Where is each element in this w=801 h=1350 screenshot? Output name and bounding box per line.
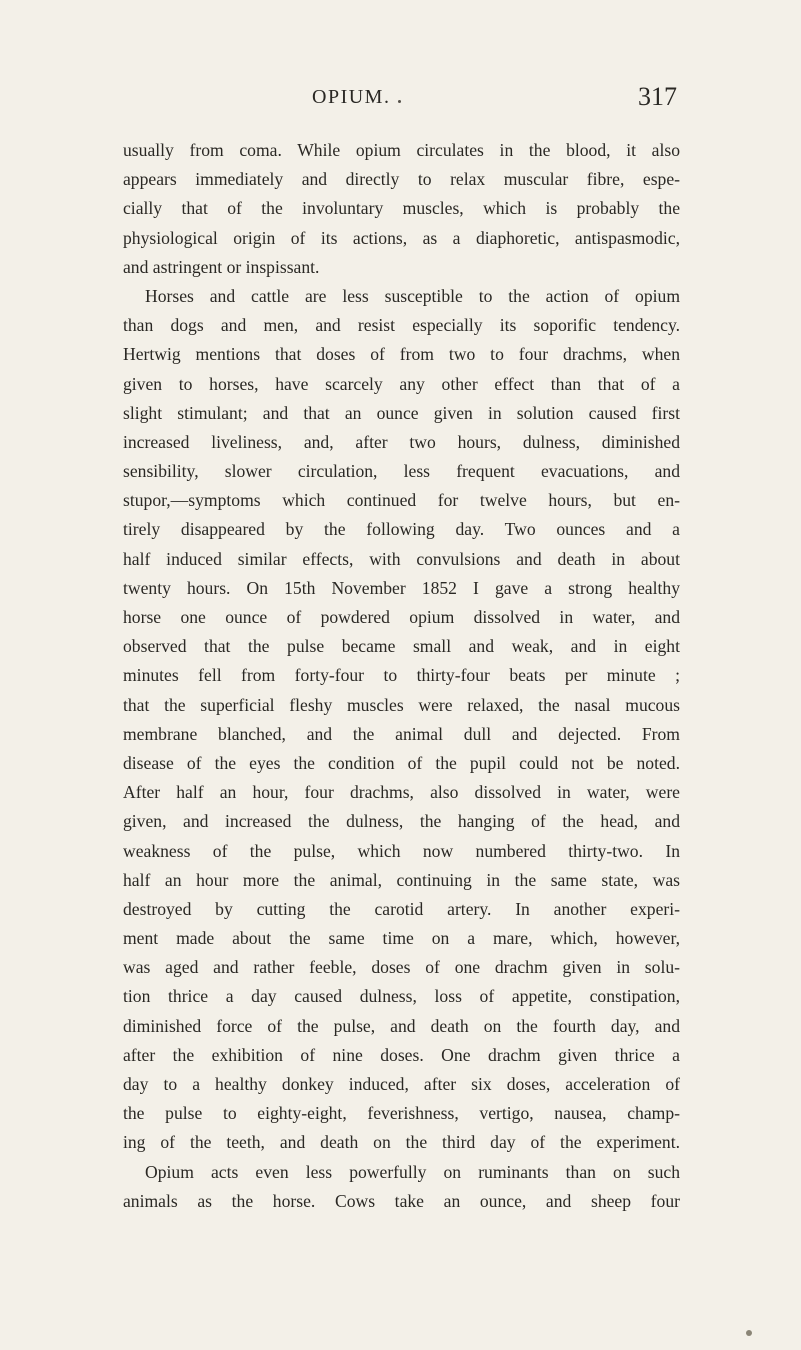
- text-line: given to horses, have scarcely any other effect than that of a: [123, 373, 680, 394]
- text-line: sensibility, slower circulation, less frequent evacuations, and: [123, 461, 680, 482]
- text-line: Horses and cattle are less susceptible to the action of opium: [145, 285, 680, 306]
- text-line: cially that of the involuntary muscles, which is probably the: [123, 198, 680, 219]
- text-line: after the exhibition of nine doses. One drachm given thrice a: [123, 1044, 680, 1065]
- running-title: OPIUM.: [312, 86, 391, 108]
- text-line: physiological origin of its actions, as a diaphoretic, antispasmodic,: [123, 227, 680, 248]
- text-line: weakness of the pulse, which now numbered thirty-two. In: [123, 840, 680, 861]
- text-line: animals as the horse. Cows take an ounce, and sheep four: [123, 1190, 680, 1211]
- text-line: appears immediately and directly to relax muscular fibre, espe-: [123, 169, 680, 190]
- text-line: ing of the teeth, and death on the third day of the experiment.: [123, 1132, 680, 1153]
- running-head: [0, 82, 801, 112]
- text-line: than dogs and men, and resist especially its soporific tendency.: [123, 315, 680, 336]
- text-line: destroyed by cutting the carotid artery. In another experi-: [123, 898, 680, 919]
- text-line: half an hour more the animal, continuing in the same state, was: [123, 869, 680, 890]
- text-line: given, and increased the dulness, the hanging of the head, and: [123, 811, 680, 832]
- text-line: membrane blanched, and the animal dull and dejected. From: [123, 723, 680, 744]
- text-line: half induced similar effects, with convulsions and death in about: [123, 548, 680, 569]
- text-line: day to a healthy donkey induced, after six doses, acceleration of: [123, 1074, 680, 1094]
- page-number: 317: [638, 82, 677, 111]
- text-line: increased liveliness, and, after two hours, dulness, diminished: [123, 431, 680, 452]
- page-mark-dot: [746, 1330, 752, 1336]
- text-line: slight stimulant; and that an ounce given in solution caused first: [123, 402, 680, 423]
- text-line: ment made about the same time on a mare, which, however,: [123, 928, 680, 949]
- text-line: disease of the eyes the condition of the pupil could not be noted.: [123, 752, 680, 773]
- text-line: that the superficial fleshy muscles were relaxed, the nasal mucous: [123, 694, 680, 715]
- text-line: tirely disappeared by the following day. Two ounces and a: [123, 519, 680, 540]
- text-line: usually from coma. While opium circulates in the blood, it also: [123, 140, 680, 160]
- text-line: diminished force of the pulse, and death on the fourth day, and: [123, 1015, 680, 1036]
- text-line: Hertwig mentions that doses of from two to four drachms, when: [123, 344, 680, 365]
- text-line: twenty hours. On 15th November 1852 I gave a strong healthy: [123, 577, 680, 598]
- text-line: and astringent or inspissant.: [123, 256, 320, 277]
- body-text: [123, 136, 680, 1216]
- text-line: After half an hour, four drachms, also dissolved in water, were: [123, 782, 680, 803]
- text-line: horse one ounce of powdered opium dissolved in water, and: [123, 607, 680, 627]
- text-line: Opium acts even less powerfully on ruminants than on such: [145, 1161, 680, 1182]
- text-line: was aged and rather feeble, doses of one drachm given in solu-: [123, 957, 680, 978]
- text-line: observed that the pulse became small and weak, and in eight: [123, 636, 680, 657]
- text-line: tion thrice a day caused dulness, loss of appetite, constipation,: [123, 986, 680, 1007]
- text-line: minutes fell from forty-four to thirty-four beats per minute ;: [123, 665, 680, 686]
- text-line: the pulse to eighty-eight, feverishness, vertigo, nausea, champ-: [123, 1103, 680, 1124]
- text-line: stupor,—symptoms which continued for twelve hours, but en-: [123, 490, 680, 511]
